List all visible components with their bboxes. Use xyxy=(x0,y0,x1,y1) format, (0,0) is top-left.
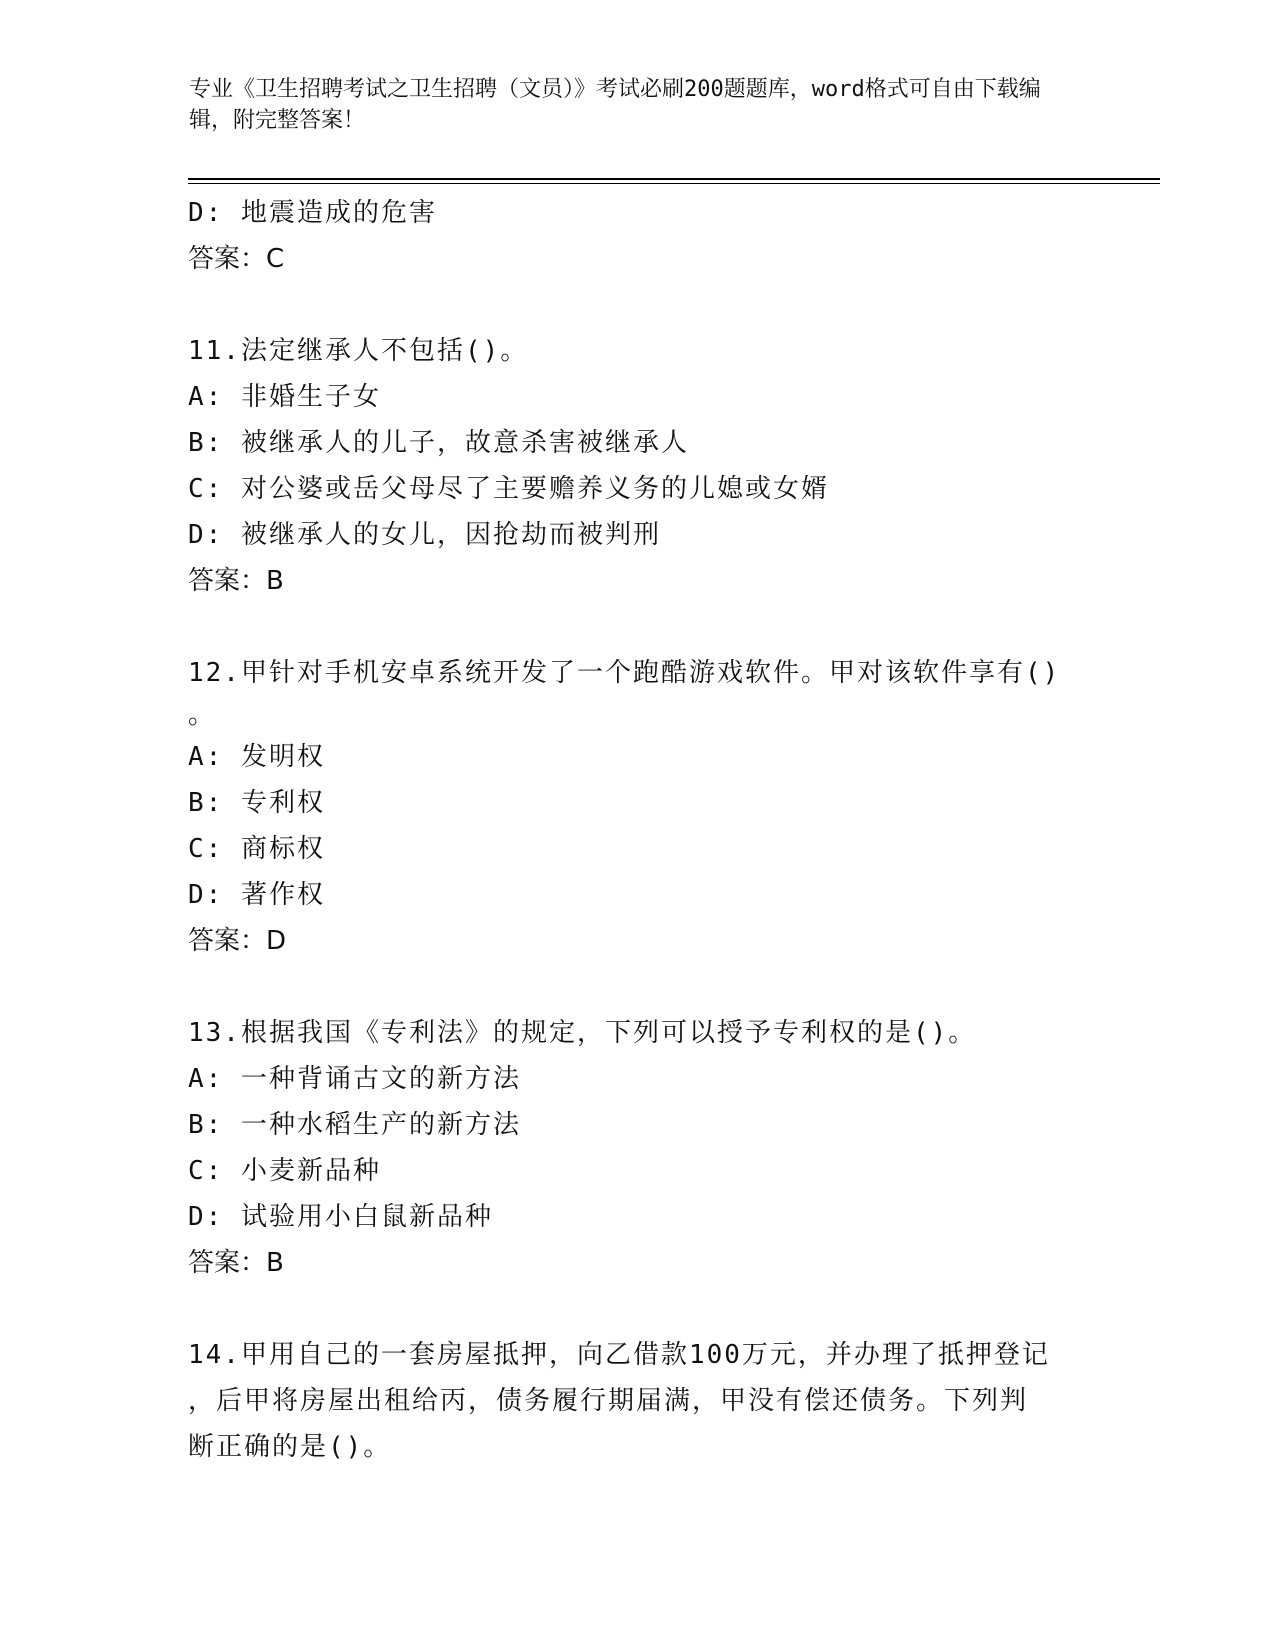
answer-line: 答案：D xyxy=(188,926,287,956)
question-12-stem-line2: 。 xyxy=(188,700,217,730)
question-12-stem-line1: 12.甲针对手机安卓系统开发了一个跑酷游戏软件。甲对该软件享有() xyxy=(188,658,1061,688)
question-14-stem-line3: 断正确的是()。 xyxy=(188,1432,392,1462)
option-a: A: 发明权 xyxy=(188,742,325,772)
option-c: C: 对公婆或岳父母尽了主要赡养义务的儿媳或女婿 xyxy=(188,474,829,504)
option-c: C: 小麦新品种 xyxy=(188,1156,381,1186)
option-b: B: 被继承人的儿子，故意杀害被继承人 xyxy=(188,428,689,458)
answer-line: 答案：B xyxy=(188,566,284,596)
option-d: D: 著作权 xyxy=(188,880,325,910)
option-d: D: 地震造成的危害 xyxy=(188,198,437,228)
question-content xyxy=(188,190,1088,1470)
question-14-stem-line2: ，后甲将房屋出租给丙，债务履行期届满，甲没有偿还债务。下列判 xyxy=(188,1386,1029,1416)
page-header-title: 专业《卫生招聘考试之卫生招聘（文员）》考试必刷200题题库，word格式可自由下载编辑，附完整答案！ xyxy=(189,77,1041,133)
option-a: A: 非婚生子女 xyxy=(188,382,381,412)
option-d: D: 被继承人的女儿，因抢劫而被判刑 xyxy=(188,520,661,550)
option-c: C: 商标权 xyxy=(188,834,325,864)
header-divider xyxy=(188,178,1160,180)
option-a: A: 一种背诵古文的新方法 xyxy=(188,1064,521,1094)
option-b: B: 一种水稻生产的新方法 xyxy=(188,1110,521,1140)
answer-line: 答案：B xyxy=(188,1248,284,1278)
question-11-stem: 11.法定继承人不包括()。 xyxy=(188,336,529,366)
question-13-stem: 13.根据我国《专利法》的规定，下列可以授予专利权的是()。 xyxy=(188,1018,977,1048)
answer-line: 答案：C xyxy=(188,244,285,274)
option-b: B: 专利权 xyxy=(188,788,325,818)
option-d: D: 试验用小白鼠新品种 xyxy=(188,1202,493,1232)
question-14-stem-line1: 14.甲用自己的一套房屋抵押，向乙借款100万元，并办理了抵押登记 xyxy=(188,1340,1050,1370)
header-divider-thin xyxy=(188,183,1160,184)
